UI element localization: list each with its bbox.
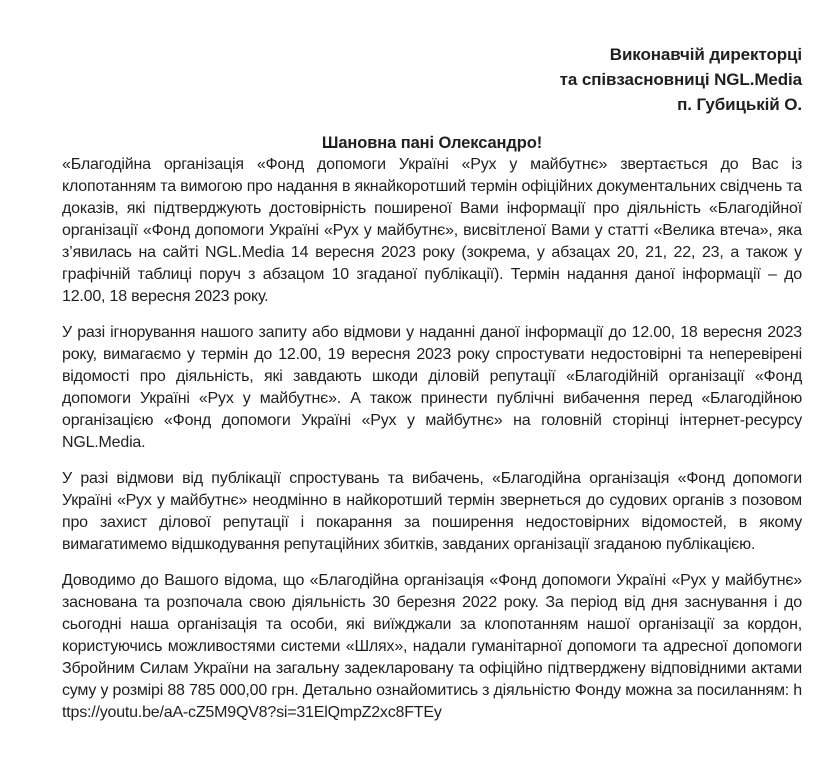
letter-paragraph-3 [62, 468, 802, 556]
letter-paragraph-4 [62, 570, 802, 724]
recipient-line-3: п. Губицькій О. [677, 95, 802, 114]
paragraph-3-text: У разі відмови від публікації спростувань та вибачень, «Благодійна організація «Фонд допомоги Україні «Рух у майбутнє» неодмінно в найкоротший термін звернеться до судових органів з позовом про захист ділової репутації і покарання за поширення недостовірних відомостей, в якому вимагатимемо відшкодування репутаційних збитків, завданих організації згаданою публікацією. [62, 470, 802, 553]
recipient-block [62, 42, 802, 117]
letter-paragraph-1 [62, 154, 802, 308]
paragraph-1-text: «Благодійна організація «Фонд допомоги Україні «Рух у майбутнє» звертається до Вас із клопотанням та вимогою про надання в якнайкоротший термін офіційних документальних свідчень та доказів, які підтверджують достовірність поширеної Вами інформації про діяльність «Благодійної організації «Фонд допомоги Україні «Рух у майбутнє», висвітленої Вами у статті «Велика втеча», яка з’явилась на сайті NGL.Media 14 вересня 2023 року (зокрема, у абзацах 20, 21, 22, 23, а також у графічній таблиці поруч з абзацом 10 згаданої публікації). Термін надання даної інформації – до 12.00, 18 вересня 2023 року. [62, 156, 802, 305]
recipient-line-1: Виконавчій директорці [609, 45, 802, 64]
youtube-video-link-url: https://youtu.be/aA-cZ5M9QV8?si=31ElQmpZ2xc8FTEy [62, 682, 802, 721]
recipient-line-2: та співзасновниці NGL.Media [559, 70, 802, 89]
salutation: Шановна пані Олександро! [321, 134, 543, 152]
paragraph-4-text: Доводимо до Вашого відома, що «Благодійна організація «Фонд допомоги Україні «Рух у майбутнє» заснована та розпочала свою діяльність 30 березня 2022 року. За період від дня заснування і до сьогодні наша організація та особи, які виїжджали за клопотанням нашої організації за кордон, користуючись можливостями системи «Шлях», надали гуманітарної допомоги та адресної допомоги Збройним Силам України на загальну задекларовану та офіційно підтверджену відповідними актами суму у розмірі 88 785 000,00 грн. Детально ознайомитись з діяльністю Фонду можна за посиланням: [62, 572, 802, 699]
letter-paragraph-2 [62, 322, 802, 454]
paragraph-2-text: У разі ігнорування нашого запиту або відмови у наданні даної інформації до 12.00, 18 вересня 2023 року, вимагаємо у термін до 12.00, 19 вересня 2023 року спростувати недостовірні та неперевірені відомості про діяльність, які завдають шкоди діловій репутації «Благодійній організації «Фонд допомоги Україні «Рух у майбутнє». А також принести публічні вибачення перед «Благодійною організацією «Фонд допомоги Україні «Рух у майбутнє» на головній сторінці інтернет-ресурсу NGL.Media. [62, 324, 802, 451]
